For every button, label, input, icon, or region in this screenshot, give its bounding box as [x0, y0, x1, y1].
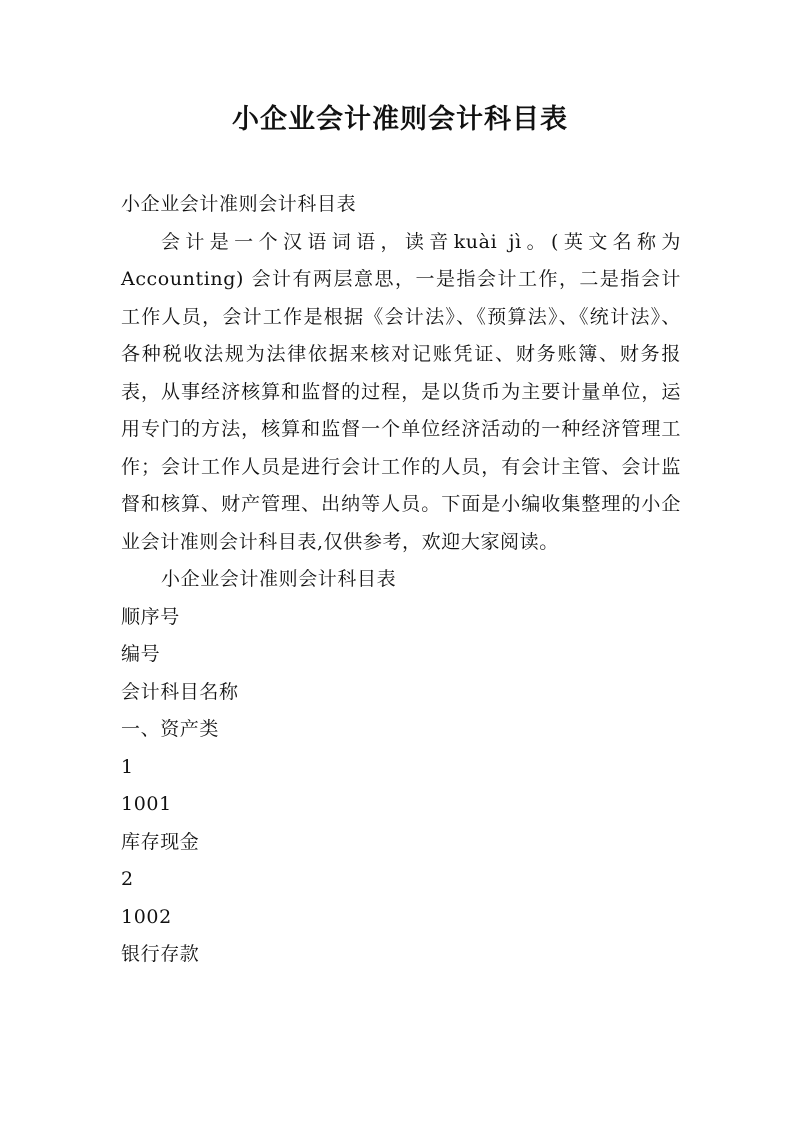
document-title: 小企业会计准则会计科目表 [232, 104, 568, 135]
column-header-name: 会计科目名称 [121, 680, 239, 703]
row-seq: 1 [121, 755, 134, 778]
row-name: 库存现金 [121, 830, 200, 853]
table-heading: 小企业会计准则会计科目表 [161, 568, 397, 590]
row-name: 银行存款 [121, 943, 200, 965]
row-code: 1002 [121, 905, 172, 928]
column-header-seq: 顺序号 [121, 605, 180, 628]
intro-paragraph: 会计是一个汉语词语，读音kuài jì。(英文名称为Accounting) 会计有两层意思，一是指会计工作，二是指会计工作人员，会计工作是根据《会计法》、《预算法》、《统计法》、各种税收法规为法律依据来核对记账凭证、财务账簿、财务报表，从事经济核算和监督的过程，是以货币为主要计量单位，运用专门的方法，核算和监督一个单位经济活动的一种经济管理工作；会计工作人员是进行会计工作的人员，有会计主管、会计监督和核算、财产管理、出纳等人员。下面是小编收集整理的小企业会计准则会计科目表,仅供参考，欢迎大家阅读。 [121, 230, 681, 553]
row-code: 1001 [121, 793, 172, 815]
category-label: 一、资产类 [121, 718, 220, 740]
column-header-code: 编号 [121, 643, 161, 665]
row-seq: 2 [121, 868, 134, 890]
section-subtitle: 小企业会计准则会计科目表 [121, 193, 357, 215]
document-body [121, 186, 681, 974]
